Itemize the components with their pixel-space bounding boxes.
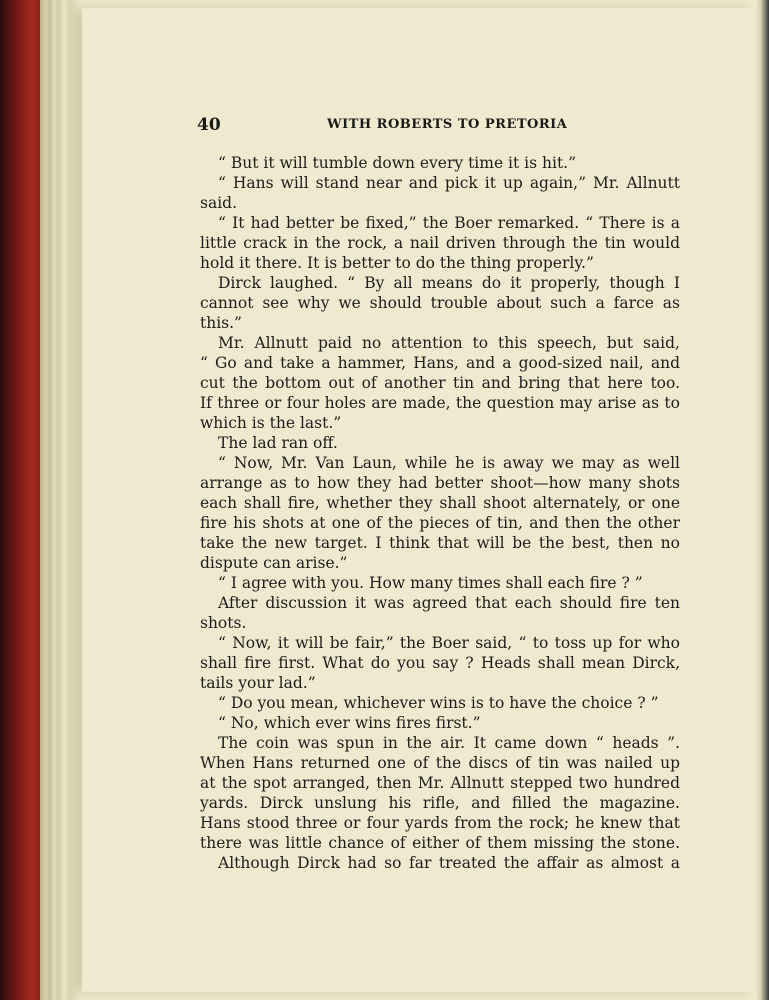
text-line: After discussion it was agreed that each should fire ten xyxy=(218,594,680,612)
text-line: “ Go and take a hammer, Hans, and a good-sized nail, and xyxy=(200,354,680,372)
text-line: cut the bottom out of another tin and bring that here too. xyxy=(200,374,680,392)
text-line: fire his shots at one of the pieces of tin, and then the other xyxy=(200,514,680,532)
text-line: take the new target. I think that will be the best, then no xyxy=(200,534,680,552)
text-line: shots. xyxy=(200,614,247,632)
text-line: arrange as to how they had better shoot—how many shots xyxy=(200,474,680,492)
text-line: “ Now, it will be fair,” the Boer said, “ to toss up for who xyxy=(218,634,680,652)
text-line: When Hans returned one of the discs of tin was nailed up xyxy=(200,754,680,772)
running-head: WITH ROBERTS TO PRETORIA xyxy=(327,117,568,132)
text-line: The coin was spun in the air. It came down “ heads ”. xyxy=(218,734,680,752)
text-line: which is the last.” xyxy=(200,414,342,432)
text-line: said. xyxy=(200,194,238,212)
text-line: “ Now, Mr. Van Laun, while he is away we may as well xyxy=(218,454,680,472)
text-line: “ But it will tumble down every time it is hit.” xyxy=(218,154,577,172)
text-line: Dirck laughed. “ By all means do it properly, though I xyxy=(218,274,680,292)
text-line: Hans stood three or four yards from the rock; he knew that xyxy=(200,814,680,832)
text-line: If three or four holes are made, the question may arise as to xyxy=(200,394,680,412)
text-line: tails your lad.” xyxy=(200,674,316,692)
text-line: each shall fire, whether they shall shoot alternately, or one xyxy=(200,494,680,512)
page-number: 40 xyxy=(197,115,221,135)
text-line: this.” xyxy=(200,314,242,332)
text-line: “ Hans will stand near and pick it up again,” Mr. Allnutt xyxy=(218,174,680,192)
text-line: The lad ran off. xyxy=(218,434,338,452)
text-line: “ Do you mean, whichever wins is to have the choice ? ” xyxy=(218,694,659,712)
text-line: there was little chance of either of them missing the stone. xyxy=(200,834,680,852)
body-text xyxy=(200,153,680,873)
text-line: “ It had better be fixed,” the Boer remarked. “ There is a xyxy=(218,214,680,232)
text-line: little crack in the rock, a nail driven through the tin would xyxy=(200,234,680,252)
text-line: “ No, which ever wins fires first.” xyxy=(218,714,481,732)
text-line: Mr. Allnutt paid no attention to this speech, but said, xyxy=(218,334,680,352)
text-line: dispute can arise.” xyxy=(200,554,348,572)
text-line: Although Dirck had so far treated the affair as almost a xyxy=(218,854,680,872)
page-header xyxy=(197,115,681,137)
text-line: “ I agree with you. How many times shall each fire ? ” xyxy=(218,574,643,592)
page-right-edge xyxy=(755,0,769,1000)
text-line: cannot see why we should trouble about such a farce as xyxy=(200,294,680,312)
text-line: at the spot arranged, then Mr. Allnutt stepped two hundred xyxy=(200,774,680,792)
text-line: yards. Dirck unslung his rifle, and filled the magazine. xyxy=(200,794,680,812)
text-line: shall fire first. What do you say ? Heads shall mean Dirck, xyxy=(200,654,680,672)
text-line: hold it there. It is better to do the thing properly.” xyxy=(200,254,594,272)
